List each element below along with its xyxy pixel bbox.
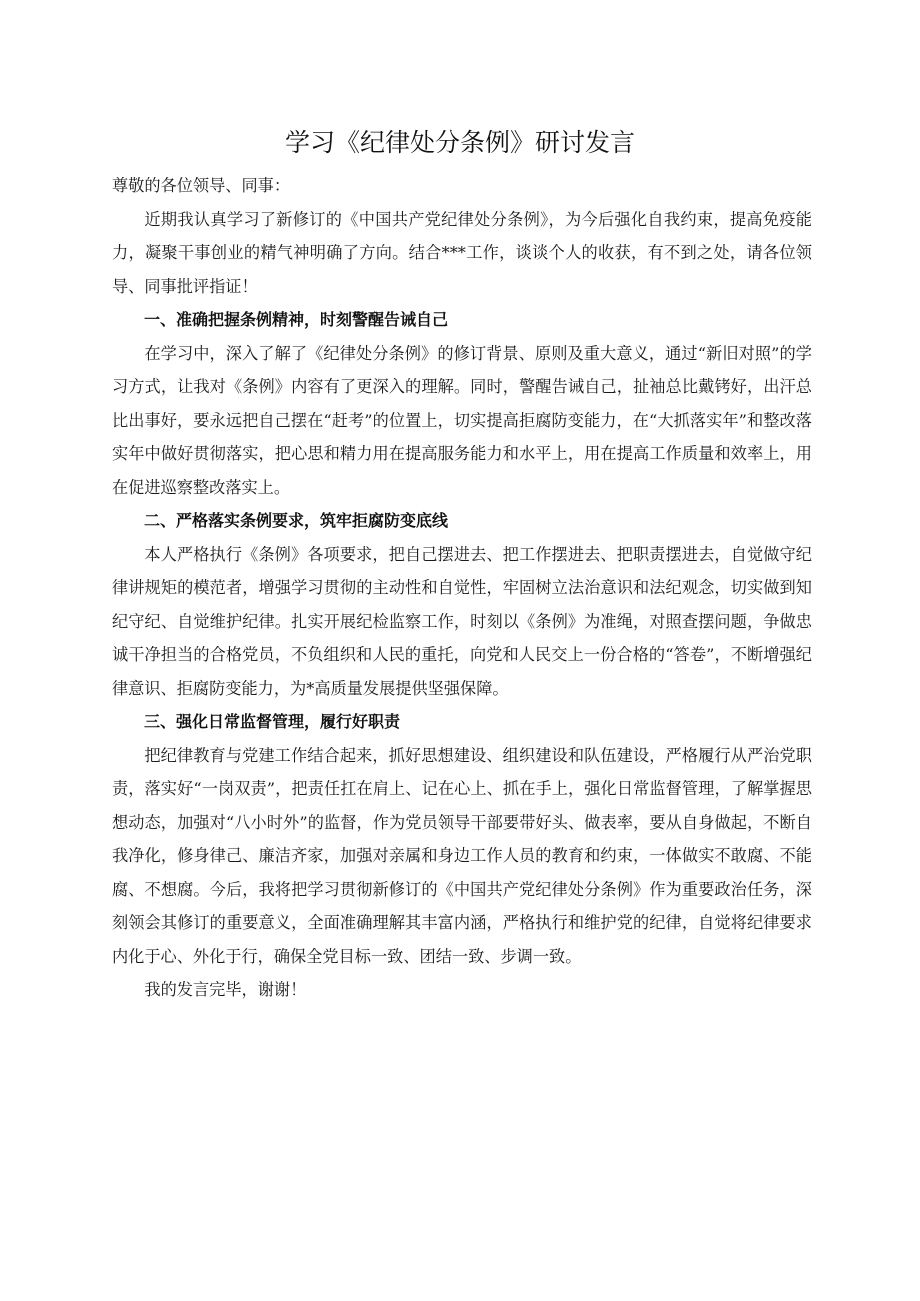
section-3-heading: 三、强化日常监督管理，履行好职责 bbox=[144, 712, 401, 731]
section-1-paragraph: 在学习中，深入了解了《纪律处分条例》的修订背景、原则及重大意义，通过“新旧对照”的学习方式，让我对《条例》内容有了更深入的理解。同时，警醒告诫自己，扯袖总比戴铐好，出汗总比出事好，要永远把自己摆在“赶考”的位置上，切实提高拒腐防变能力，在“大抓落实年”和整改落实年中做好贯彻落实，把心思和精力用在提高服务能力和水平上，用在提高工作质量和效率上，用在促进巡察整改落实上。 bbox=[112, 343, 812, 497]
section-2-heading: 二、严格落实条例要求，筑牢拒腐防变底线 bbox=[144, 511, 449, 530]
closing-paragraph: 我的发言完毕，谢谢！ bbox=[144, 980, 307, 999]
section-1-heading: 一、准确把握条例精神，时刻警醒告诫自己 bbox=[144, 310, 449, 329]
intro-paragraph: 近期我认真学习了新修订的《中国共产党纪律处分条例》，为今后强化自我约束，提高免疫能力，凝聚干事创业的精气神明确了方向。结合***工作，谈谈个人的收获，有不到之处，请各位领导、同事批评指证！ bbox=[112, 209, 812, 296]
document-body bbox=[112, 169, 812, 1007]
document-title: 学习《纪律处分条例》研讨发言 bbox=[284, 128, 635, 157]
section-3-paragraph: 把纪律教育与党建工作结合起来，抓好思想建设、组织建设和队伍建设，严格履行从严治党职责，落实好“一岗双责”，把责任扛在肩上、记在心上、抓在手上，强化日常监督管理，了解掌握思想动态，加强对“八小时外”的监督，作为党员领导干部要带好头、做表率，要从自身做起，不断自我净化，修身律己、廉洁齐家，加强对亲属和身边工作人员的教育和约束，一体做实不敢腐、不能腐、不想腐。今后，我将把学习贯彻新修订的《中国共产党纪律处分条例》作为重要政治任务，深刻领会其修订的重要意义，全面准确理解其丰富内涵，严格执行和维护党的纪律，自觉将纪律要求内化于心、外化于行，确保全党目标一致、团结一致、步调一致。 bbox=[112, 745, 812, 966]
salutation: 尊敬的各位领导、同事： bbox=[112, 176, 291, 195]
section-2-paragraph: 本人严格执行《条例》各项要求，把自己摆进去、把工作摆进去、把职责摆进去，自觉做守纪律讲规矩的模范者，增强学习贯彻的主动性和自觉性，牢固树立法治意识和法纪观念，切实做到知纪守纪、自觉维护纪律。扎实开展纪检监察工作，时刻以《条例》为准绳，对照查摆问题，争做忠诚干净担当的合格党员，不负组织和人民的重托，向党和人民交上一份合格的“答卷”，不断增强纪律意识、拒腐防变能力，为*高质量发展提供坚强保障。 bbox=[112, 544, 812, 698]
